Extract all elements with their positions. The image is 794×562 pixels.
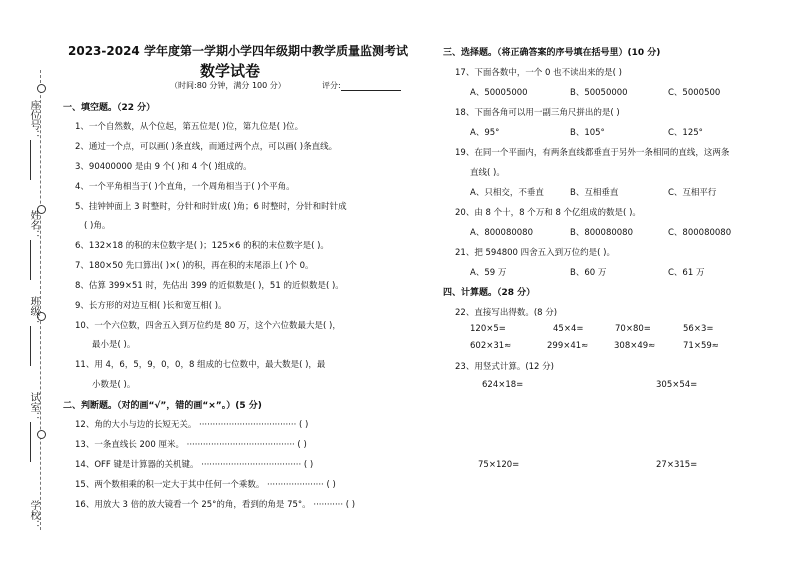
- judge-item: 13、一条直线长 200 厘米。 ········································ ( ): [75, 440, 307, 450]
- calc-item: 120×5=: [470, 324, 506, 334]
- section3-heading: 三、选择题。（将正确答案的序号填在括号里）(10 分): [443, 48, 661, 58]
- question-8: 8、估算 399×51 时，先估出 399 的近似数是( )，51 的近似数是( )。: [75, 281, 344, 291]
- question-1: 1、一个自然数，从个位起，第五位是( )位，第九位是( )位。: [75, 122, 304, 132]
- q21-option-a: A、59 万: [470, 268, 507, 278]
- q19-option-a: A、只相交，不垂直: [470, 188, 544, 198]
- binding-hole: [37, 430, 46, 439]
- exam-room-field[interactable]: [30, 422, 31, 462]
- binding-hole: [37, 84, 46, 93]
- question-10-cont: 最小是( )。: [92, 340, 136, 350]
- class-label: 班级：: [28, 296, 39, 326]
- q18-option-a: A、95°: [470, 128, 500, 138]
- school-label: 学校：: [28, 500, 39, 530]
- section1-heading: 一、填空题。（22 分）: [63, 103, 156, 113]
- question-7: 7、180×50 先口算出( )×( )的积，再在积的末尾添上( )个 0。: [75, 261, 314, 271]
- judge-item: 12、角的大小与边的长短无关。 ···································· ( ): [75, 420, 309, 430]
- calc-item: 71×59≈: [683, 341, 719, 351]
- subject-title: 数学试卷: [200, 62, 261, 80]
- section4-heading: 四、计算题。（28 分）: [443, 288, 536, 298]
- question-21: 21、把 594800 四舍五入到万位约是( )。: [455, 248, 616, 258]
- question-3: 3、90400000 是由 9 个( )和 4 个( )组成的。: [75, 162, 252, 172]
- exam-room-label: 试室：: [28, 392, 39, 422]
- name-field[interactable]: [30, 240, 31, 280]
- question-23: 23、用竖式计算。(12 分): [455, 362, 554, 372]
- name-label: 姓名：: [28, 210, 39, 240]
- q21-option-c: C、61 万: [668, 268, 705, 278]
- question-2: 2、通过一个点，可以画( )条直线，而通过两个点，可以画( )条直线。: [75, 142, 338, 152]
- vertical-calc-item: 27×315=: [656, 460, 698, 470]
- question-20: 20、由 8 个十，8 个万和 8 个亿组成的数是( )。: [455, 208, 641, 218]
- class-field[interactable]: [30, 326, 31, 366]
- question-9: 9、长方形的对边互相( )长和宽互相( )。: [75, 301, 227, 311]
- question-11-cont: 小数是( )。: [92, 380, 136, 390]
- calc-item: 56×3=: [683, 324, 714, 334]
- judge-item: 15、两个数相乘的积一定大于其中任何一个乘数。 ····················· ( ): [75, 480, 336, 490]
- q21-option-b: B、60 万: [570, 268, 607, 278]
- question-18: 18、下面各角可以用一副三角尺拼出的是( ): [455, 108, 620, 118]
- time-info: （时间:80 分钟，满分 100 分）: [170, 81, 286, 90]
- score-field[interactable]: [341, 82, 401, 91]
- q19-option-c: C、互相平行: [668, 188, 717, 198]
- q17-option-c: C、5000500: [668, 88, 721, 98]
- question-5: 5、挂钟钟面上 3 时整时，分针和时针成( )角；6 时整时，分针和时针成: [75, 202, 347, 212]
- q20-option-c: C、800080080: [668, 228, 732, 238]
- calc-item: 308×49≈: [614, 341, 656, 351]
- vertical-calc-item: 305×54=: [656, 380, 698, 390]
- judge-item: 14、OFF 键是计算器的关机键。 ····································· ( ): [75, 460, 314, 470]
- question-4: 4、一个平角相当于( )个直角，一个周角相当于( )个平角。: [75, 182, 295, 192]
- q17-option-a: A、50005000: [470, 88, 528, 98]
- question-5-cont: ( )角。: [84, 221, 111, 231]
- question-19: 19、在同一个平面内，有两条直线都垂直于另外一条相同的直线，这两条: [455, 148, 730, 158]
- calc-item: 299×41≈: [547, 341, 589, 351]
- exam-title: 2023-2024 学年度第一学期小学四年级期中教学质量监测考试: [68, 44, 408, 58]
- seat-number-label: 座位号：: [28, 100, 39, 140]
- calc-item: 602×31≈: [470, 341, 512, 351]
- q20-option-b: B、800080080: [570, 228, 634, 238]
- vertical-calc-item: 624×18=: [482, 380, 524, 390]
- score-label: 评分:: [322, 80, 401, 91]
- binding-margin: [0, 0, 50, 562]
- question-19-cont: 直线( )。: [470, 168, 505, 178]
- q19-option-b: B、互相垂直: [570, 188, 619, 198]
- calc-item: 45×4=: [553, 324, 584, 334]
- question-11: 11、用 4，6，5，9，0，0，8 组成的七位数中，最大数是( )，最: [75, 360, 326, 370]
- q18-option-b: B、105°: [570, 128, 605, 138]
- calc-item: 70×80=: [615, 324, 651, 334]
- vertical-calc-item: 75×120=: [478, 460, 520, 470]
- q18-option-c: C、125°: [668, 128, 703, 138]
- question-17: 17、下面各数中，一个 0 也不读出来的是( ): [455, 68, 622, 78]
- question-10: 10、一个六位数，四舍五入到万位约是 80 万，这个六位数最大是( )，: [75, 321, 341, 331]
- question-6: 6、132×18 的积的末位数字是( )；125×6 的积的末位数字是( )。: [75, 241, 329, 251]
- judge-item: 16、用放大 3 倍的放大镜看一个 25°的角，看到的角是 75°。 ··········· ( ): [75, 500, 356, 510]
- q17-option-b: B、50050000: [570, 88, 628, 98]
- q20-option-a: A、800080080: [470, 228, 533, 238]
- seat-number-field[interactable]: [30, 140, 31, 180]
- section2-heading: 二、判断题。（对的画“√”，错的画“×”。）(5 分): [63, 401, 262, 411]
- question-22: 22、直接写出得数。(8 分): [455, 308, 558, 318]
